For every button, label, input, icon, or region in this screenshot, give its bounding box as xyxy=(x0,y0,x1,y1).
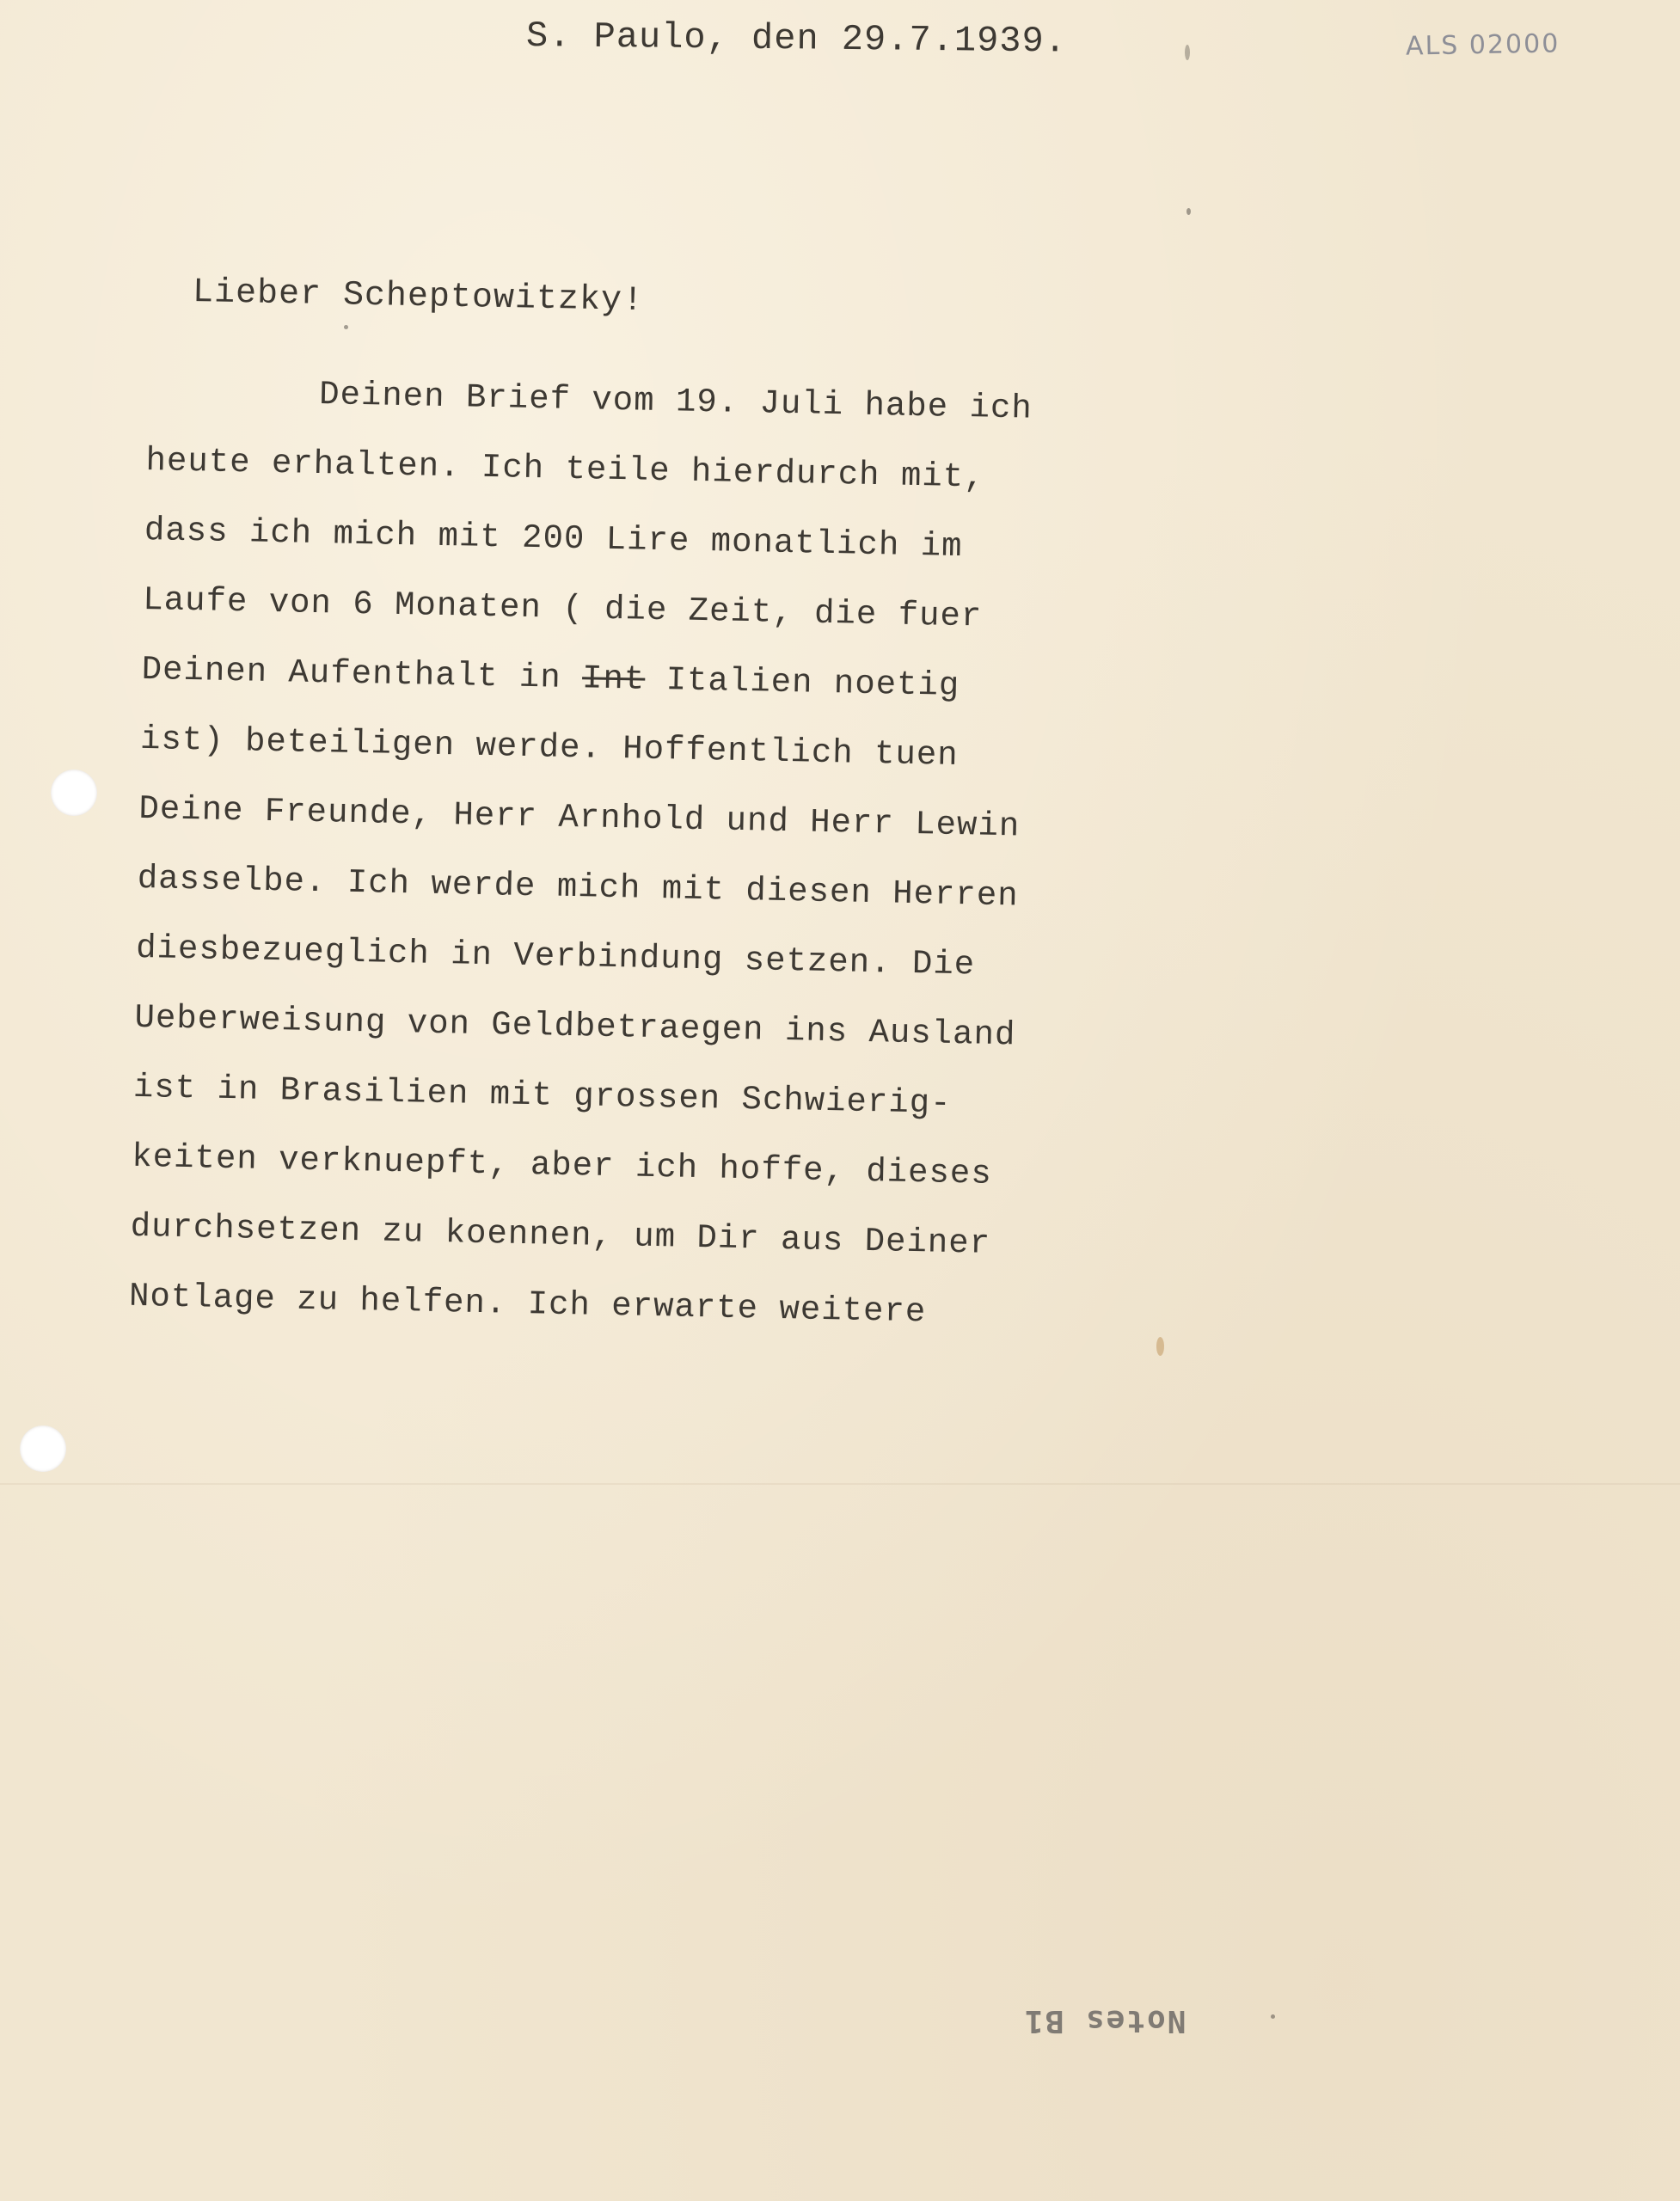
body-line: heute erhalten. Ich teile hierdurch mit, xyxy=(145,441,985,497)
body-line: Laufe von 6 Monaten ( die Zeit, die fuer xyxy=(142,580,983,636)
archive-reference: ALS 02000 xyxy=(1405,28,1560,62)
body-line: Deine Freunde, Herr Arnhold und Herr Lewin xyxy=(138,789,1021,846)
paper-speck xyxy=(1186,208,1191,215)
paper-speck xyxy=(1271,2014,1275,2019)
paper-fold-line xyxy=(0,1483,1680,1485)
paper-speck xyxy=(1185,45,1190,60)
body-line: ist in Brasilien mit grossen Schwierig- xyxy=(132,1068,952,1123)
body-line: dass ich mich mit 200 Lire monatlich im xyxy=(144,511,963,567)
archive-stamp: Notes B1 xyxy=(1023,2003,1186,2039)
body-text-fragment: Italien noetig xyxy=(644,660,960,706)
punch-hole xyxy=(20,1425,66,1472)
struck-out-word: Int xyxy=(581,659,646,699)
letter-body xyxy=(128,357,1162,1352)
body-line: keiten verknuepft, aber ich hoffe, dieses xyxy=(131,1137,993,1193)
salutation: Lieber Scheptowitzky! xyxy=(192,273,645,322)
body-line: durchsetzen zu koennen, um Dir aus Deiner xyxy=(130,1207,991,1263)
body-text-fragment: Deinen Aufenthalt in xyxy=(141,650,583,698)
body-line: Ueberweisung von Geldbetraegen ins Ausland xyxy=(134,998,1016,1055)
body-line: ist) beteiligen werde. Hoffentlich tuen xyxy=(139,720,960,776)
body-line: dasselbe. Ich werde mich mit diesen Herren xyxy=(137,859,1020,916)
punch-hole xyxy=(51,769,97,816)
body-line: Deinen Brief vom 19. Juli habe ich xyxy=(318,376,1033,428)
place-date-line: S. Paulo, den 29.7.1939. xyxy=(525,15,1068,63)
paper-speck xyxy=(344,325,348,329)
body-line: Notlage zu helfen. Ich erwarte weitere xyxy=(128,1277,927,1332)
body-line: diesbezueglich in Verbindung setzen. Die xyxy=(135,929,976,984)
paper-stain xyxy=(1156,1337,1164,1356)
